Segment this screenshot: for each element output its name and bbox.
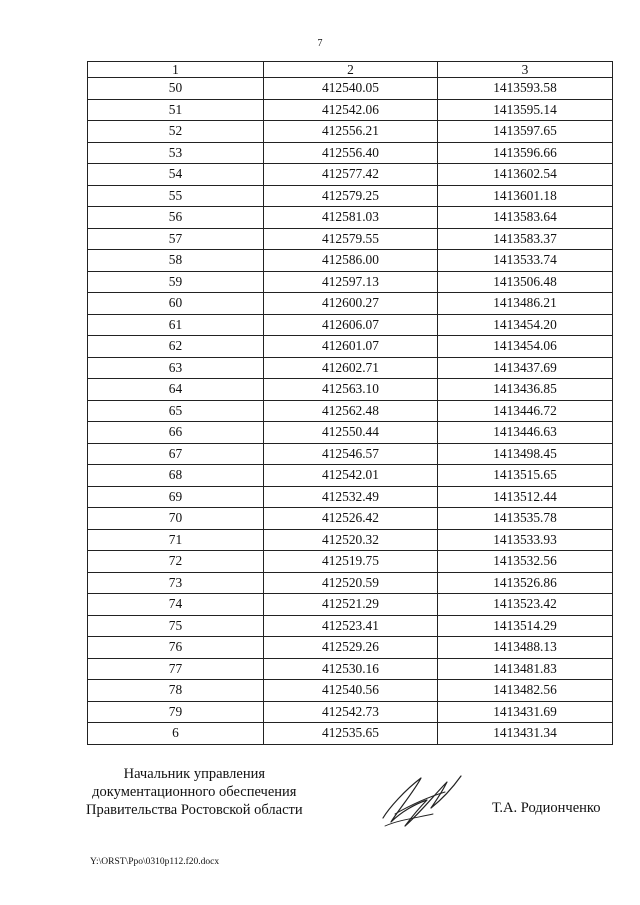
column-header-3: 3 <box>438 62 613 78</box>
table-cell-col2: 412530.16 <box>264 658 438 680</box>
table-row <box>88 551 613 573</box>
column-header-2: 2 <box>264 62 438 78</box>
table-cell-col1: 6 <box>88 723 264 745</box>
table-cell-col2: 412579.55 <box>264 228 438 250</box>
table-cell-col3: 1413437.69 <box>438 357 613 379</box>
table-row <box>88 465 613 487</box>
table-cell-col3: 1413601.18 <box>438 185 613 207</box>
position-line: Начальник управления <box>123 766 266 782</box>
table-cell-col3: 1413535.78 <box>438 508 613 530</box>
table-cell-col3: 1413593.58 <box>438 78 613 100</box>
table-cell-col1: 62 <box>88 336 264 358</box>
table-row <box>88 529 613 551</box>
table-cell-col2: 412519.75 <box>264 551 438 573</box>
table-cell-col3: 1413498.45 <box>438 443 613 465</box>
table-cell-col2: 412563.10 <box>264 379 438 401</box>
table-cell-col1: 50 <box>88 78 264 100</box>
table-cell-col2: 412521.29 <box>264 594 438 616</box>
table-row <box>88 250 613 272</box>
table-row <box>88 680 613 702</box>
table-cell-col2: 412579.25 <box>264 185 438 207</box>
table-cell-col2: 412556.40 <box>264 142 438 164</box>
table-cell-col1: 51 <box>88 99 264 121</box>
table-cell-col2: 412602.71 <box>264 357 438 379</box>
table-cell-col2: 412581.03 <box>264 207 438 229</box>
table-cell-col3: 1413506.48 <box>438 271 613 293</box>
table-cell-col3: 1413596.66 <box>438 142 613 164</box>
table-cell-col2: 412520.59 <box>264 572 438 594</box>
table-body <box>88 78 613 745</box>
table-cell-col2: 412542.06 <box>264 99 438 121</box>
table-row <box>88 701 613 723</box>
table-cell-col2: 412577.42 <box>264 164 438 186</box>
table-cell-col1: 56 <box>88 207 264 229</box>
table-cell-col1: 60 <box>88 293 264 315</box>
page-number: 7 <box>317 38 323 49</box>
table-cell-col2: 412529.26 <box>264 637 438 659</box>
table-cell-col3: 1413512.44 <box>438 486 613 508</box>
table-cell-col3: 1413602.54 <box>438 164 613 186</box>
table-row <box>88 723 613 745</box>
table-row <box>88 121 613 143</box>
table-row <box>88 164 613 186</box>
table-row <box>88 336 613 358</box>
table-cell-col1: 74 <box>88 594 264 616</box>
table-cell-col1: 67 <box>88 443 264 465</box>
table-row <box>88 508 613 530</box>
table-cell-col3: 1413454.20 <box>438 314 613 336</box>
table-cell-col1: 71 <box>88 529 264 551</box>
table-cell-col2: 412562.48 <box>264 400 438 422</box>
table-row <box>88 78 613 100</box>
table-cell-col1: 73 <box>88 572 264 594</box>
table-row <box>88 443 613 465</box>
table-row <box>88 486 613 508</box>
table-row <box>88 400 613 422</box>
table-cell-col3: 1413583.64 <box>438 207 613 229</box>
table-cell-col2: 412540.05 <box>264 78 438 100</box>
coordinates-table <box>87 61 613 745</box>
table-cell-col1: 76 <box>88 637 264 659</box>
table-row <box>88 293 613 315</box>
table-row <box>88 422 613 444</box>
table-cell-col3: 1413454.06 <box>438 336 613 358</box>
handwritten-signature-icon <box>375 768 467 830</box>
table-row <box>88 271 613 293</box>
table-cell-col3: 1413488.13 <box>438 637 613 659</box>
table-cell-col3: 1413514.29 <box>438 615 613 637</box>
table-cell-col3: 1413595.14 <box>438 99 613 121</box>
table-cell-col1: 75 <box>88 615 264 637</box>
table-cell-col3: 1413431.34 <box>438 723 613 745</box>
table-cell-col2: 412526.42 <box>264 508 438 530</box>
table-cell-col3: 1413597.65 <box>438 121 613 143</box>
table-row <box>88 142 613 164</box>
table-row <box>88 572 613 594</box>
table-cell-col3: 1413526.86 <box>438 572 613 594</box>
file-path: Y:\ORST\Ppo\0310p112.f20.docx <box>90 857 220 867</box>
table-cell-col1: 55 <box>88 185 264 207</box>
table-cell-col2: 412532.49 <box>264 486 438 508</box>
table-cell-col3: 1413515.65 <box>438 465 613 487</box>
table-cell-col1: 69 <box>88 486 264 508</box>
table-cell-col3: 1413431.69 <box>438 701 613 723</box>
table-cell-col1: 64 <box>88 379 264 401</box>
table-cell-col3: 1413533.74 <box>438 250 613 272</box>
position-line: документационного обеспечения <box>92 784 297 800</box>
table-cell-col1: 77 <box>88 658 264 680</box>
table-cell-col1: 63 <box>88 357 264 379</box>
table-cell-col2: 412540.56 <box>264 680 438 702</box>
table-cell-col3: 1413583.37 <box>438 228 613 250</box>
table-cell-col2: 412523.41 <box>264 615 438 637</box>
table-cell-col1: 66 <box>88 422 264 444</box>
table-cell-col1: 59 <box>88 271 264 293</box>
table-row <box>88 207 613 229</box>
table-cell-col1: 57 <box>88 228 264 250</box>
table-cell-col1: 70 <box>88 508 264 530</box>
table-cell-col1: 52 <box>88 121 264 143</box>
table-cell-col2: 412520.32 <box>264 529 438 551</box>
table-row <box>88 615 613 637</box>
table-cell-col1: 72 <box>88 551 264 573</box>
table-cell-col3: 1413486.21 <box>438 293 613 315</box>
signer-name: Т.А. Родионченко <box>492 800 601 816</box>
table-cell-col3: 1413481.83 <box>438 658 613 680</box>
position-line: Правительства Ростовской области <box>86 802 303 818</box>
table-cell-col2: 412542.01 <box>264 465 438 487</box>
table-cell-col3: 1413532.56 <box>438 551 613 573</box>
table-cell-col1: 61 <box>88 314 264 336</box>
table-cell-col2: 412597.13 <box>264 271 438 293</box>
table-cell-col3: 1413446.63 <box>438 422 613 444</box>
table-row <box>88 228 613 250</box>
table-cell-col2: 412546.57 <box>264 443 438 465</box>
table-cell-col3: 1413482.56 <box>438 680 613 702</box>
table-cell-col1: 53 <box>88 142 264 164</box>
table-cell-col3: 1413533.93 <box>438 529 613 551</box>
table-cell-col3: 1413446.72 <box>438 400 613 422</box>
table-cell-col1: 65 <box>88 400 264 422</box>
table-cell-col2: 412600.27 <box>264 293 438 315</box>
signature-block-position <box>86 765 303 819</box>
table-cell-col2: 412542.73 <box>264 701 438 723</box>
table-cell-col3: 1413436.85 <box>438 379 613 401</box>
table-cell-col1: 58 <box>88 250 264 272</box>
table-row <box>88 357 613 379</box>
table-cell-col2: 412601.07 <box>264 336 438 358</box>
table-row <box>88 99 613 121</box>
table-cell-col2: 412556.21 <box>264 121 438 143</box>
table-cell-col2: 412550.44 <box>264 422 438 444</box>
table-cell-col2: 412606.07 <box>264 314 438 336</box>
table-row <box>88 379 613 401</box>
table-cell-col2: 412586.00 <box>264 250 438 272</box>
table-row <box>88 594 613 616</box>
table-row <box>88 314 613 336</box>
table-cell-col1: 54 <box>88 164 264 186</box>
table-row <box>88 637 613 659</box>
table-row <box>88 185 613 207</box>
table-cell-col1: 78 <box>88 680 264 702</box>
column-header-1: 1 <box>88 62 264 78</box>
table-header-row <box>88 62 613 78</box>
table-cell-col1: 79 <box>88 701 264 723</box>
table-cell-col3: 1413523.42 <box>438 594 613 616</box>
table-cell-col1: 68 <box>88 465 264 487</box>
table-cell-col2: 412535.65 <box>264 723 438 745</box>
table-row <box>88 658 613 680</box>
